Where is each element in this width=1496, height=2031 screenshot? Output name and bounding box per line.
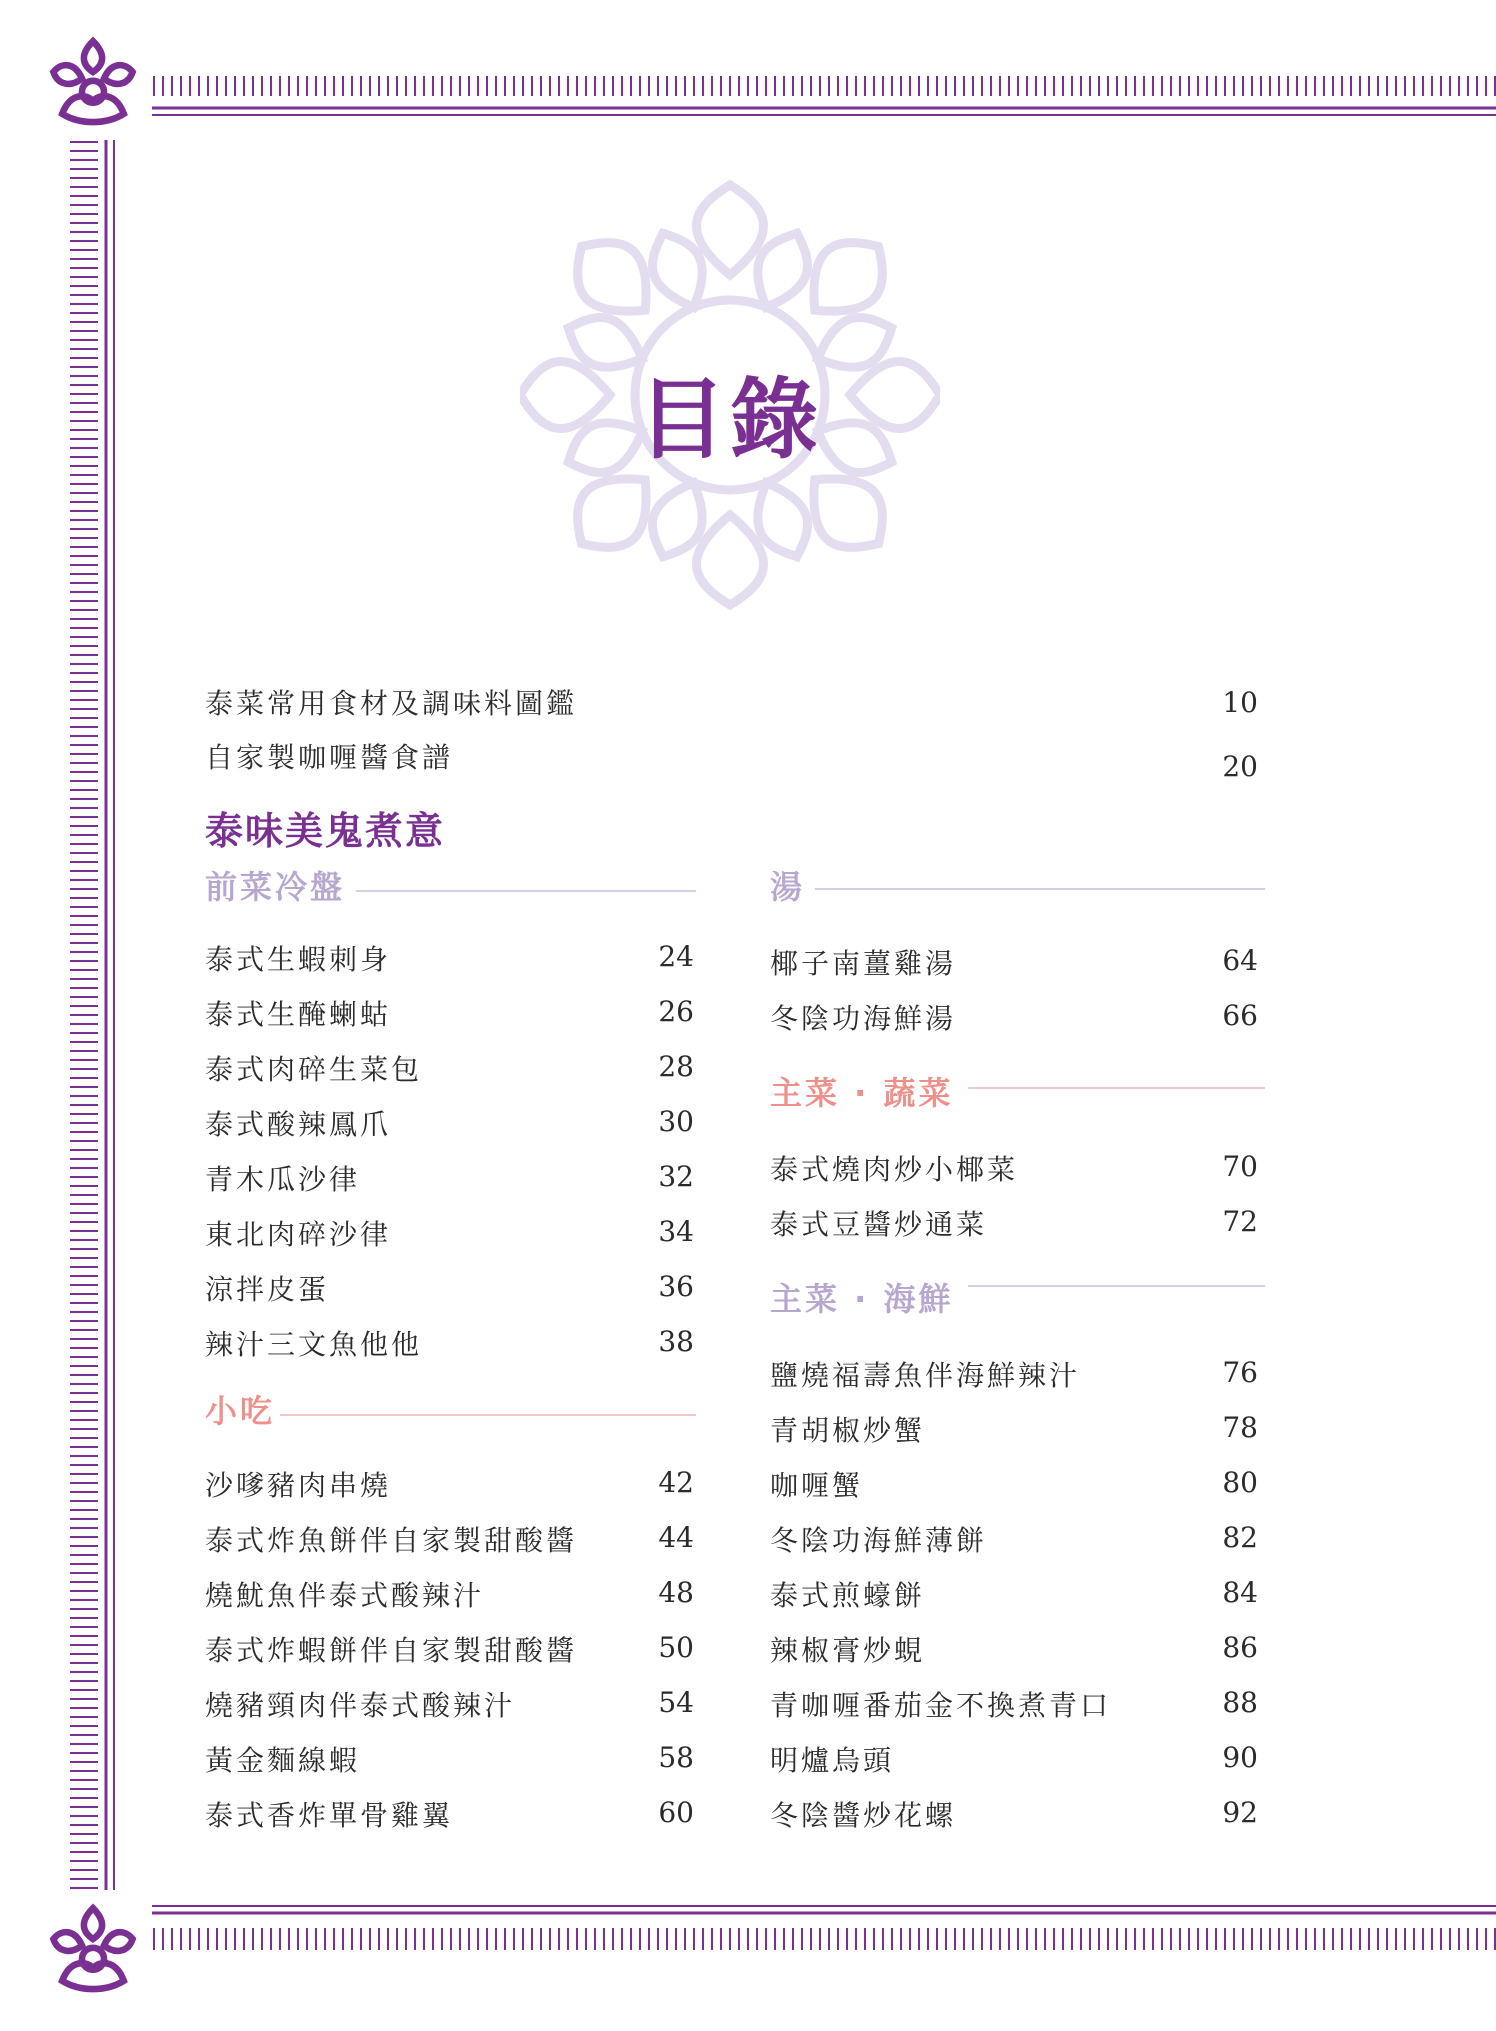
toc-entry-label[interactable]: 泰式香炸單骨雞翼 [205, 1799, 454, 1832]
section-divider [356, 890, 696, 892]
toc-entry-label[interactable]: 燒豬頸肉伴泰式酸辣汁 [205, 1689, 516, 1722]
toc-entry-label[interactable]: 青咖喱番茄金不換煮青口 [770, 1689, 1112, 1722]
toc-entry-page: 42 [658, 1466, 694, 1499]
toc-entry-label[interactable]: 沙嗲豬肉串燒 [205, 1469, 392, 1502]
toc-entry-label[interactable]: 明爐烏頭 [770, 1744, 895, 1777]
section-heading-appetizers: 前菜冷盤 [205, 868, 346, 906]
toc-entry-label[interactable]: 涼拌皮蛋 [205, 1273, 330, 1306]
toc-entry-page: 50 [658, 1631, 694, 1664]
toc-entry-label[interactable]: 燒魷魚伴泰式酸辣汁 [205, 1579, 485, 1612]
section-heading-snacks: 小吃 [205, 1392, 276, 1430]
toc-entry-label[interactable]: 泰式炸魚餅伴自家製甜酸醬 [205, 1524, 578, 1557]
toc-entry-label[interactable]: 泰式酸辣鳳爪 [205, 1108, 392, 1141]
toc-entry-page: 88 [1222, 1686, 1258, 1719]
toc-entry-page: 90 [1222, 1741, 1258, 1774]
toc-entry-label[interactable]: 辣汁三文魚他他 [205, 1328, 423, 1361]
title-block [520, 180, 940, 610]
toc-entry-page: 26 [658, 995, 694, 1028]
bottom-border [152, 1900, 1496, 1970]
toc-entry-page: 38 [658, 1325, 694, 1358]
section-divider [280, 1414, 696, 1416]
toc-entry-page: 70 [1222, 1150, 1258, 1183]
toc-entry-page: 28 [658, 1050, 694, 1083]
toc-entry-page: 92 [1222, 1796, 1258, 1829]
toc-entry-page: 60 [658, 1796, 694, 1829]
corner-ornament-bottom-icon [38, 1895, 148, 2005]
toc-entry-page: 44 [658, 1521, 694, 1554]
toc-entry-page: 34 [658, 1215, 694, 1248]
toc-entry-label[interactable]: 鹽燒福壽魚伴海鮮辣汁 [770, 1359, 1081, 1392]
toc-entry-label[interactable]: 冬陰醬炒花螺 [770, 1799, 957, 1832]
toc-entry-label[interactable]: 青木瓜沙律 [205, 1163, 361, 1196]
toc-entry-label[interactable]: 泰式煎蠔餅 [770, 1579, 926, 1612]
toc-entry-label[interactable]: 泰式燒肉炒小椰菜 [770, 1153, 1019, 1186]
toc-entry-page: 32 [658, 1160, 694, 1193]
toc-entry-label[interactable]: 冬陰功海鮮薄餅 [770, 1524, 988, 1557]
intro-entry-label[interactable]: 泰菜常用食材及調味料圖鑑 [205, 687, 578, 720]
toc-entry-page: 48 [658, 1576, 694, 1609]
toc-entry-label[interactable]: 泰式豆醬炒通菜 [770, 1208, 988, 1241]
section-heading-seafood: 主菜 · 海鮮 [770, 1280, 954, 1318]
corner-ornament-top-icon [38, 28, 148, 138]
toc-entry-page: 78 [1222, 1411, 1258, 1444]
toc-entry-page: 84 [1222, 1576, 1258, 1609]
toc-entry-page: 36 [658, 1270, 694, 1303]
section-divider [968, 1285, 1265, 1287]
toc-entry-page: 66 [1222, 999, 1258, 1032]
toc-entry-label[interactable]: 咖喱蟹 [770, 1469, 864, 1502]
page-title: 目錄 [637, 368, 822, 471]
intro-entry-page: 20 [1222, 750, 1258, 783]
toc-entry-label[interactable]: 東北肉碎沙律 [205, 1218, 392, 1251]
toc-entry-page: 72 [1222, 1205, 1258, 1238]
toc-entry-label[interactable]: 黃金麵線蝦 [205, 1744, 361, 1777]
intro-entry-label[interactable]: 自家製咖喱醬食譜 [205, 741, 454, 774]
section-heading-veg: 主菜 · 蔬菜 [770, 1074, 954, 1112]
section-divider [968, 1087, 1265, 1089]
top-border [152, 60, 1496, 130]
section-divider [815, 888, 1265, 890]
toc-entry-label[interactable]: 泰式肉碎生菜包 [205, 1053, 423, 1086]
intro-entry-page: 10 [1222, 686, 1258, 719]
toc-entry-label[interactable]: 青胡椒炒蟹 [770, 1414, 926, 1447]
section-heading-soup: 湯 [770, 868, 806, 906]
left-border [62, 140, 122, 1890]
toc-entry-label[interactable]: 泰式生醃蝲蛄 [205, 998, 392, 1031]
toc-entry-page: 86 [1222, 1631, 1258, 1664]
toc-entry-page: 80 [1222, 1466, 1258, 1499]
toc-entry-page: 30 [658, 1105, 694, 1138]
toc-entry-label[interactable]: 椰子南薑雞湯 [770, 947, 957, 980]
toc-entry-page: 64 [1222, 944, 1258, 977]
toc-entry-page: 24 [658, 940, 694, 973]
toc-entry-label[interactable]: 泰式生蝦刺身 [205, 943, 392, 976]
toc-entry-label[interactable]: 冬陰功海鮮湯 [770, 1002, 957, 1035]
toc-entry-label[interactable]: 泰式炸蝦餅伴自家製甜酸醬 [205, 1634, 578, 1667]
part-title: 泰味美鬼煮意 [205, 809, 446, 853]
toc-entry-page: 54 [658, 1686, 694, 1719]
toc-entry-page: 58 [658, 1741, 694, 1774]
toc-entry-page: 76 [1222, 1356, 1258, 1389]
toc-entry-label[interactable]: 辣椒膏炒蜆 [770, 1634, 926, 1667]
toc-entry-page: 82 [1222, 1521, 1258, 1554]
